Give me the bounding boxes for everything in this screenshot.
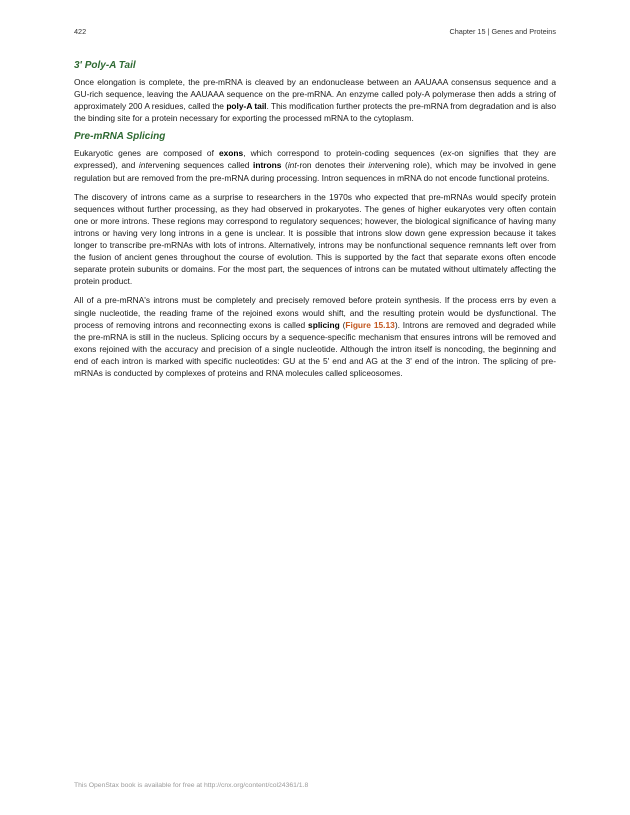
text-run: . This modification further protects the pre-mRNA from degradation and is also the binding site for a protein necessary for exporting the processed mRNA to the cytoplasm. [74, 101, 556, 124]
italic-run: ex [74, 160, 83, 171]
text-run: pressed), and [82, 160, 139, 171]
text-run: All of a pre-mRNA's introns must be completely and precisely removed before protein synthesis. If the process errs by even a single nucleotide, the reading frame of the rejoined exons would shift, and the resulting protein would be dysfunctional. The process of removing introns and reconnecting exons is called [74, 295, 556, 330]
text-run: ervening role), which may be involved in gene regulation but are removed from the pre-mRNA during processing. Intron sequences in mRNA do not encode functional proteins. [74, 160, 556, 183]
text-run: , which correspond to protein-coding sequences ( [243, 148, 443, 159]
chapter-title: Chapter 15 | Genes and Proteins [449, 27, 556, 36]
section-heading-polya: 3' Poly-A Tail [74, 60, 136, 71]
italic-run: int [287, 160, 297, 171]
text-run: -ron denotes their [296, 160, 369, 171]
text-run: ervening sequences called [147, 160, 254, 171]
text-run: ). Introns are removed and degraded while the pre-mRNA is still in the nucleus. Splicing occurs by a sequence-specific mechanism that ensures introns will be removed and exons rejoined with the accuracy and precision of a single nucleotide. Although the intron itself is noncoding, the beginning and end of each intron is marked with specific nucleotides: GU at the 5' end and AG at the 3' end of the intron. The splicing of pre-mRNAs is conducted by complexes of proteins and RNA molecules called spliceosomes. [74, 319, 556, 378]
term-poly-a-tail: poly-A tail [226, 101, 267, 112]
term-exons: exons [218, 148, 244, 159]
paragraph-polya [74, 76, 556, 124]
term-introns: introns [253, 160, 282, 171]
figure-link[interactable]: Figure 15.13 [345, 319, 395, 330]
page-number: 422 [74, 27, 87, 36]
paragraph-intron-discovery: The discovery of introns came as a surprise to researchers in the 1970s who expected that pre-mRNAs would specify protein sequences without further processing, as they had observed in prokaryotes. The genes of higher eukaryotes very often contain one or more introns. These regions may correspond to regulatory sequences; however, the biological significance of having many introns or having very long introns in a gene is unclear. It is possible that introns slow down gene expression because it takes longer to transcribe pre-mRNAs with lots of introns. Alternatively, introns may be nonfunctional sequence remnants left over from the fusion of ancient genes throughout the course of evolution. This is supported by the fact that separate exons often encode separate protein subunits or domains. For the most part, the sequences of introns can be mutated without ultimately affecting the protein product. [74, 191, 556, 287]
italic-run: int [138, 160, 148, 171]
text-run: ( [281, 160, 288, 171]
text-run: ( [339, 319, 346, 330]
italic-run: int [368, 160, 378, 171]
text-run: -on signifies that they are [451, 148, 556, 159]
italic-run: ex [442, 148, 452, 159]
text-run: Eukaryotic genes are composed of [74, 148, 219, 159]
page-content [74, 60, 556, 386]
page-footer: This OpenStax book is available for free at http://cnx.org/content/col24361/1.8 [74, 782, 309, 789]
running-header [74, 27, 556, 36]
section-heading-splicing: Pre-mRNA Splicing [74, 131, 166, 143]
term-splicing: splicing [308, 319, 340, 330]
text-run: Once elongation is complete, the pre-mRNA is cleaved by an endonuclease between an AAUAAA consensus sequence and a GU-rich sequence, leaving the AAUAAA sequence on the pre-mRNA. An enzyme called poly-A polymerase then adds a string of approximately 200 A residues, called the [74, 77, 556, 112]
paragraph-splicing-process [74, 294, 556, 379]
paragraph-exons-introns [74, 147, 556, 183]
